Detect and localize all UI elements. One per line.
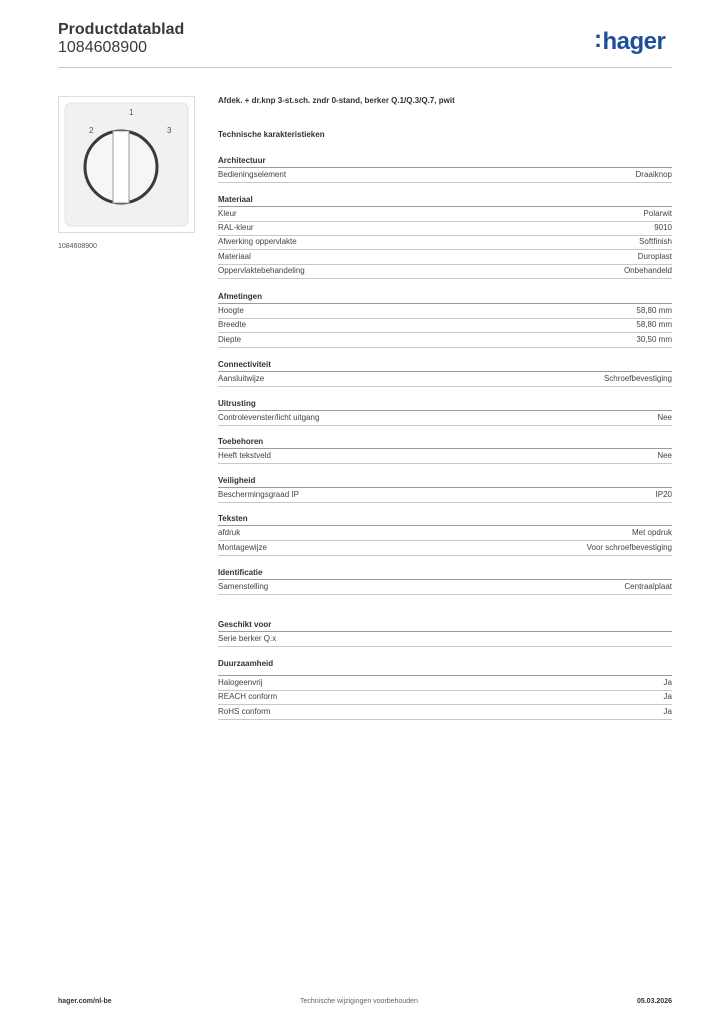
tech-heading: Technische karakteristieken bbox=[218, 130, 325, 139]
spec-row bbox=[218, 449, 672, 463]
spec-label: Kleur bbox=[218, 209, 237, 218]
section-title-architectuur: Architectuur bbox=[218, 156, 266, 165]
section-title-teksten: Teksten bbox=[218, 514, 248, 523]
spec-label: Oppervlaktebehandeling bbox=[218, 266, 305, 275]
spec-value: Met opdruk bbox=[631, 528, 672, 537]
spec-value: Voor schroefbevestiging bbox=[586, 543, 672, 552]
product-number: 1084608900 bbox=[58, 39, 147, 56]
spec-row bbox=[218, 488, 672, 502]
spec-value: 9010 bbox=[654, 223, 672, 232]
spec-value: Nee bbox=[657, 413, 672, 422]
spec-row bbox=[218, 250, 672, 264]
spec-row bbox=[218, 632, 672, 646]
section-title-veiligheid: Veiligheid bbox=[218, 476, 256, 485]
spec-value: Ja bbox=[663, 707, 672, 716]
spec-value: Centraalplaat bbox=[624, 582, 672, 591]
row-divider bbox=[218, 347, 672, 348]
section-title-duurzaamheid: Duurzaamheid bbox=[218, 659, 274, 668]
spec-row bbox=[218, 264, 672, 278]
spec-value: Polarwit bbox=[643, 209, 672, 218]
spec-value: 30,50 mm bbox=[636, 335, 672, 344]
row-divider bbox=[218, 502, 672, 503]
spec-value: Nee bbox=[657, 451, 672, 460]
section-title-toebehoren: Toebehoren bbox=[218, 437, 264, 446]
footer-date: 05.03.2026 bbox=[636, 998, 672, 1005]
spec-label: REACH conform bbox=[218, 692, 278, 701]
spec-row bbox=[218, 207, 672, 221]
footer-link[interactable]: hager.com/nl-be bbox=[58, 998, 112, 1005]
product-image bbox=[58, 96, 195, 233]
spec-value: IP20 bbox=[655, 490, 672, 499]
section-title-geschikt-voor: Geschikt voor bbox=[218, 620, 272, 629]
spec-row bbox=[218, 411, 672, 425]
dial-label-2: 2 bbox=[89, 126, 94, 135]
section-title-materiaal: Materiaal bbox=[218, 195, 253, 204]
spec-value: Onbehandeld bbox=[623, 266, 672, 275]
spec-row bbox=[218, 304, 672, 318]
section-title-identificatie: Identificatie bbox=[218, 568, 263, 577]
spec-label: Halogeenvrij bbox=[218, 678, 263, 687]
spec-row bbox=[218, 168, 672, 182]
spec-label: Diepte bbox=[218, 335, 242, 344]
image-caption: 1084608900 bbox=[58, 243, 97, 250]
spec-value: Duroplast bbox=[637, 252, 672, 261]
spec-label: Aansluitwijze bbox=[218, 374, 265, 383]
spec-label: Samenstelling bbox=[218, 582, 269, 591]
spec-value: Draaiknop bbox=[635, 170, 672, 179]
row-divider bbox=[218, 719, 672, 720]
row-divider bbox=[218, 555, 672, 556]
spec-row bbox=[218, 580, 672, 594]
row-divider bbox=[218, 425, 672, 426]
section-title-afmetingen: Afmetingen bbox=[218, 292, 262, 301]
row-divider bbox=[218, 182, 672, 183]
row-divider bbox=[218, 463, 672, 464]
header-divider bbox=[58, 67, 672, 68]
spec-label: Breedte bbox=[218, 320, 247, 329]
spec-label: Heeft tekstveld bbox=[218, 451, 271, 460]
spec-value: 58,80 mm bbox=[636, 320, 672, 329]
rotary-switch-illustration bbox=[59, 97, 194, 232]
logo-colon: : bbox=[594, 26, 602, 53]
spec-label: Afwerking oppervlakte bbox=[218, 237, 297, 246]
spec-label: Beschermingsgraad IP bbox=[218, 490, 299, 499]
product-description: Afdek. + dr.knp 3-st.sch. zndr 0-stand, berker Q.1/Q.3/Q.7, pwit bbox=[218, 96, 455, 105]
dial-label-1: 1 bbox=[129, 108, 134, 117]
hager-logo bbox=[594, 28, 665, 56]
spec-row bbox=[218, 318, 672, 332]
spec-row bbox=[218, 235, 672, 249]
spec-label: Materiaal bbox=[218, 252, 251, 261]
dial-label-3: 3 bbox=[167, 126, 172, 135]
page-title: Productdatablad bbox=[58, 21, 185, 38]
spec-row bbox=[218, 690, 672, 704]
spec-value: Ja bbox=[663, 692, 672, 701]
footer-note: Technische wijzigingen voorbehouden bbox=[300, 998, 418, 1005]
row-divider bbox=[218, 278, 672, 279]
spec-label: afdruk bbox=[218, 528, 241, 537]
spec-value: 58,80 mm bbox=[636, 306, 672, 315]
row-divider bbox=[218, 386, 672, 387]
spec-label: Bedieningselement bbox=[218, 170, 287, 179]
logo-text: hager bbox=[602, 28, 666, 55]
spec-row bbox=[218, 676, 672, 690]
spec-label: Montagewijze bbox=[218, 543, 267, 552]
spec-value: Ja bbox=[663, 678, 672, 687]
row-divider bbox=[218, 594, 672, 595]
spec-row bbox=[218, 333, 672, 347]
spec-value: Softfinish bbox=[639, 237, 672, 246]
spec-row bbox=[218, 541, 672, 555]
spec-label: RAL-kleur bbox=[218, 223, 254, 232]
row-divider bbox=[218, 646, 672, 647]
spec-row bbox=[218, 221, 672, 235]
spec-label: RoHS conform bbox=[218, 707, 271, 716]
spec-value: Schroefbevestiging bbox=[603, 374, 672, 383]
spec-label: Serie berker Q.x bbox=[218, 634, 277, 643]
spec-row bbox=[218, 372, 672, 386]
section-title-connectiviteit: Connectiviteit bbox=[218, 360, 271, 369]
section-title-uitrusting: Uitrusting bbox=[218, 399, 256, 408]
dial-knob bbox=[113, 131, 129, 203]
spec-label: Hoogte bbox=[218, 306, 244, 315]
spec-row bbox=[218, 705, 672, 719]
spec-row bbox=[218, 526, 672, 540]
spec-label: Controlevenster/licht uitgang bbox=[218, 413, 320, 422]
